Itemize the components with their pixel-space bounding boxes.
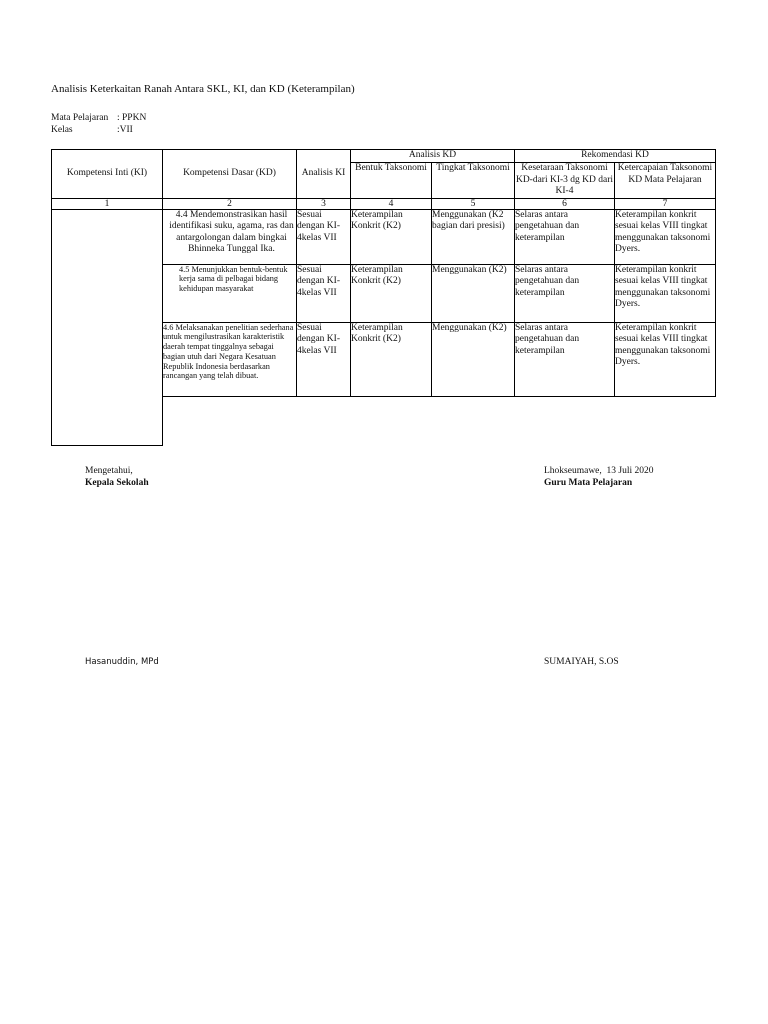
kesetaraan-cell: Selaras antara pengetahuan dan keterampilan — [515, 264, 615, 322]
class-line — [51, 125, 133, 135]
kesetaraan-cell: Selaras antara pengetahuan dan keterampilan — [515, 322, 615, 396]
subject-line — [51, 113, 146, 123]
teacher-role: Guru Mata Pelajaran — [544, 478, 633, 488]
header-kd: Kompetensi Dasar (KD) — [163, 150, 297, 199]
tingkat-cell: Menggunakan (K2) — [432, 264, 515, 322]
header-ketercapaian-taksonomi: Ketercapaian Taksonomi KD Mata Pelajaran — [615, 163, 716, 199]
acknowledged-label: Mengetahui, — [85, 466, 133, 476]
header-analisis-kd: Analisis KD — [351, 150, 515, 163]
header-rekomendasi-kd: Rekomendasi KD — [515, 150, 716, 163]
header-kesetaraan-taksonomi: Kesetaraan Taksonomi KD-dari KI-3 dg KD dari KI-4 — [515, 163, 614, 196]
column-number: 1 — [52, 198, 163, 209]
table-row — [52, 209, 716, 264]
principal-name: Hasanuddin, MPd — [85, 657, 159, 667]
tingkat-cell: Menggunakan (K2) — [432, 322, 515, 396]
column-number: 3 — [297, 198, 351, 209]
kd-cell: 4.5 Menunjukkan bentuk-bentuk kerja sama di pelbagai bidang kehidupan masyarakat — [163, 264, 297, 322]
class-label: Kelas — [51, 125, 73, 135]
ketercapaian-cell: Keterampilan konkrit sesuai kelas VIII tingkat menggunakan taksonomi Dyers. — [615, 264, 716, 322]
bentuk-cell: Keterampilan Konkrit (K2) — [351, 264, 432, 322]
ki-cell — [52, 209, 163, 445]
kesetaraan-cell: Selaras antara pengetahuan dan keterampilan — [515, 209, 615, 264]
bentuk-cell: Keterampilan Konkrit (K2) — [351, 322, 432, 396]
header-tingkat-taksonomi: Tingkat Taksonomi — [432, 163, 515, 199]
bentuk-cell: Keterampilan Konkrit (K2) — [351, 209, 432, 264]
analisis-ki-cell: Sesuai dengan KI-4kelas VII — [297, 264, 351, 322]
principal-role: Kepala Sekolah — [85, 478, 149, 488]
ketercapaian-cell: Keterampilan konkrit sesuai kelas VIII tingkat menggunakan taksonomi Dyers. — [615, 209, 716, 264]
place-date: Lhokseumawe, 13 Juli 2020 — [544, 466, 654, 476]
analisis-ki-cell: Sesuai dengan KI-4kelas VII — [297, 209, 351, 264]
document-title: Analisis Keterkaitan Ranah Antara SKL, KI, dan KD (Keterampilan) — [51, 83, 355, 95]
teacher-name: SUMAIYAH, S.OS — [544, 657, 619, 667]
subject-label: Mata Pelajaran — [51, 113, 109, 123]
tingkat-cell: Menggunakan (K2 bagian dari presisi) — [432, 209, 515, 264]
header-ki: Kompetensi Inti (KI) — [52, 150, 163, 199]
column-number: 2 — [163, 198, 297, 209]
column-number: 7 — [615, 198, 716, 209]
analysis-table — [51, 149, 716, 446]
kd-cell: 4.6 Melaksanakan penelitian sederhana untuk mengilustrasikan karakteristik daerah tempat tinggalnya sebagai bagian utuh dari Negara Kesatuan Republik Indonesia berdasarkan rancangan yang telah dibuat. — [163, 322, 297, 396]
analisis-ki-cell: Sesuai dengan KI-4kelas VII — [297, 322, 351, 396]
header-analisis-ki: Analisis KI — [297, 150, 351, 199]
left-signature-block — [85, 465, 149, 489]
column-number: 6 — [515, 198, 615, 209]
ketercapaian-cell: Keterampilan konkrit sesuai kelas VIII tingkat menggunakan taksonomi Dyers. — [615, 322, 716, 396]
subject-value: : PPKN — [117, 113, 147, 123]
right-signature-block — [544, 465, 654, 489]
class-value: :VII — [117, 125, 133, 135]
kd-cell: 4.4 Mendemonstrasikan hasil identifikasi suku, agama, ras dan antargolongan dalam bingkai Bhinneka Tunggal Ika. — [163, 209, 297, 264]
column-number-row — [52, 198, 716, 209]
column-number: 5 — [432, 198, 515, 209]
header-bentuk-taksonomi: Bentuk Taksonomi — [351, 163, 432, 199]
column-number: 4 — [351, 198, 432, 209]
